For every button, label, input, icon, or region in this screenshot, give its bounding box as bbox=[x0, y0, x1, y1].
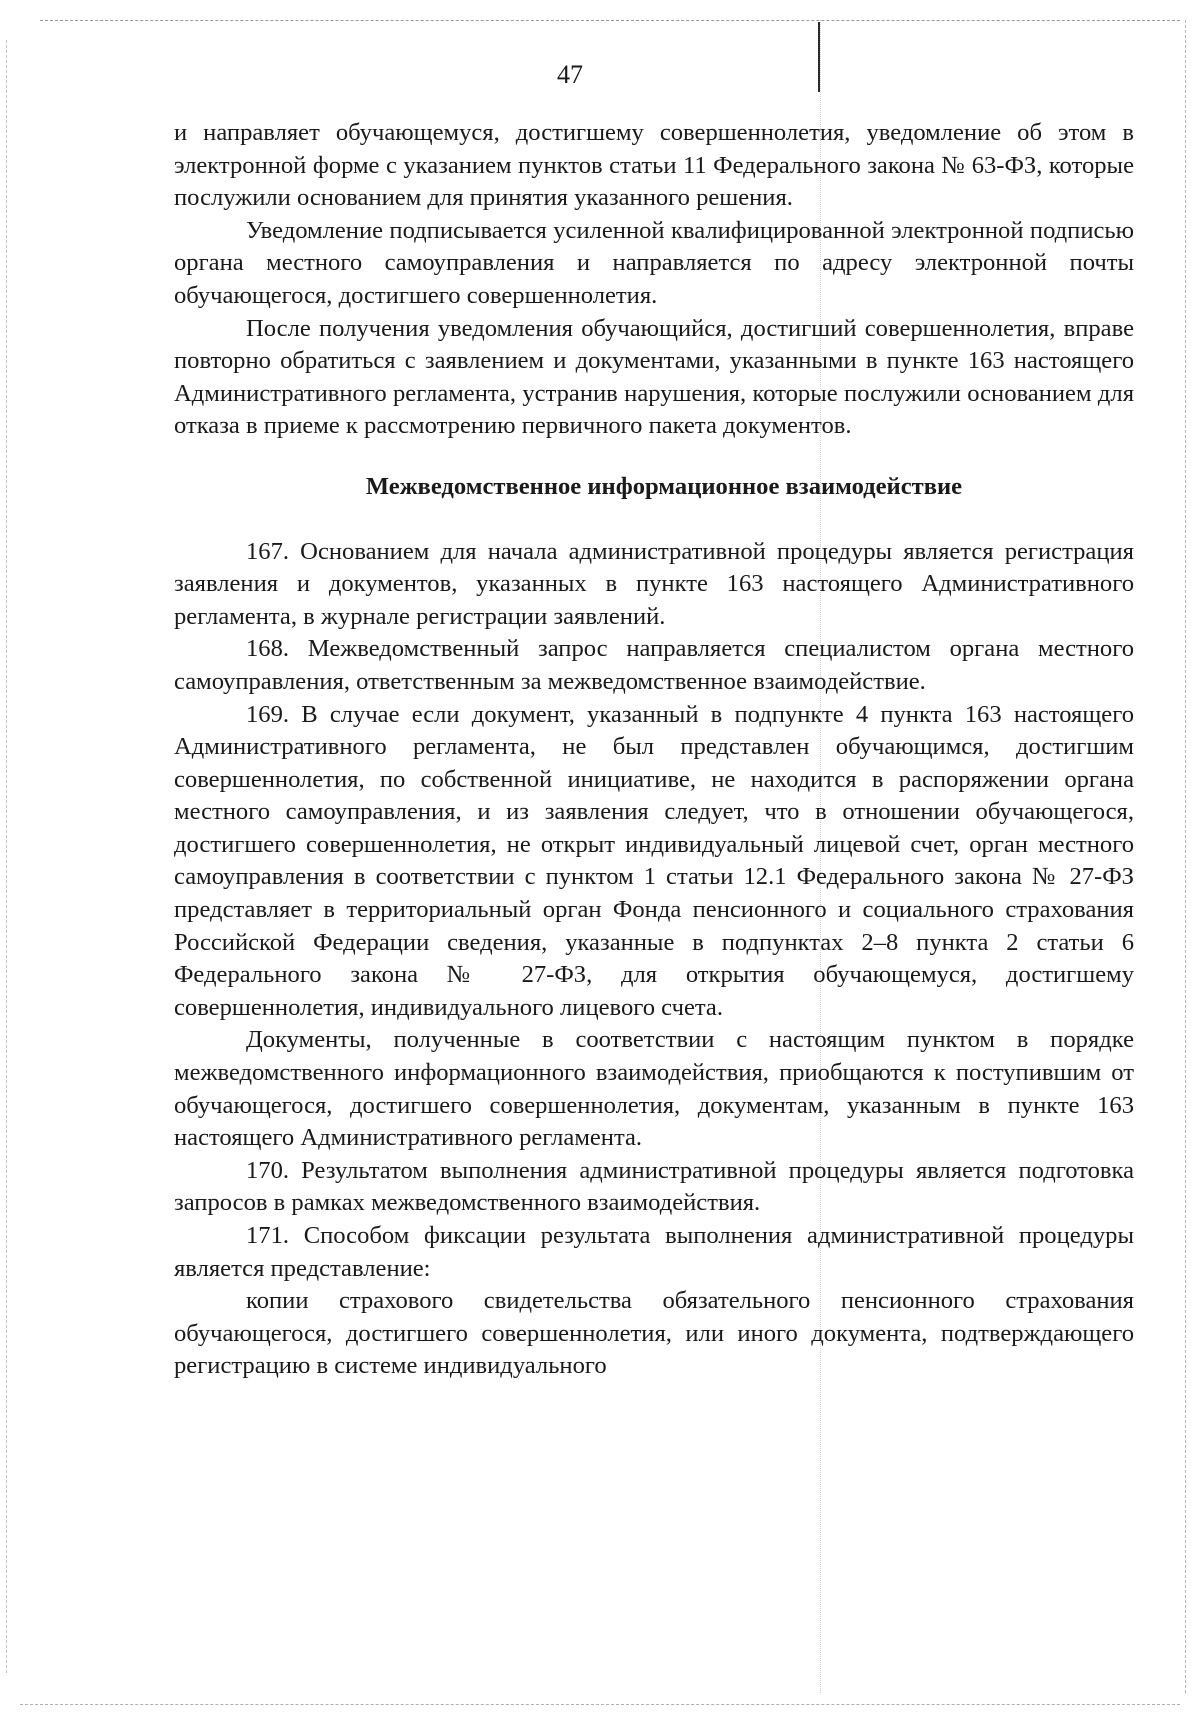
paragraph-170: 170. Результатом выполнения административной процедуры является подготовка запросов в рамках межведомственного взаимодействия. bbox=[174, 1156, 1134, 1217]
document-body bbox=[174, 117, 1134, 1383]
paragraph-notification-signed: Уведомление подписывается усиленной квалифицированной электронной подписью органа местного самоуправления и направляется по адресу электронной почты обучающегося, достигшего совершеннолетия. bbox=[174, 216, 1134, 309]
scan-edge-top bbox=[40, 20, 1180, 21]
paragraph-after-notification: После получения уведомления обучающийся, достигший совершеннолетия, вправе повторно обратиться с заявлением и документами, указанными в пункте 163 настоящего Административного регламента, устранив нарушения, которые послужили основанием для отказа в приеме к рассмотрению первичного пакета документов. bbox=[174, 314, 1134, 440]
scan-edge-bottom bbox=[20, 1704, 1180, 1705]
scan-edge-right bbox=[1185, 20, 1186, 1693]
paragraph-167: 167. Основанием для начала административной процедуры является регистрация заявления и документов, указанных в пункте 163 настоящего Административного регламента, в журнале регистрации заявлений. bbox=[174, 537, 1134, 630]
paragraphs-before-heading bbox=[174, 117, 1134, 443]
paragraph-171-copies: копии страхового свидетельства обязательного пенсионного страхования обучающегося, достигшего совершеннолетия, или иного документа, подтверждающего регистрацию в системе индивидуального bbox=[174, 1287, 1134, 1380]
page-number: 47 bbox=[557, 60, 583, 89]
paragraphs-after-heading bbox=[174, 536, 1134, 1383]
section-heading: Межведомственное информационное взаимодействие bbox=[365, 472, 963, 500]
paragraph-169: 169. В случае если документ, указанный в подпункте 4 пункта 163 настоящего Административного регламента, не был представлен обучающимся, достигшим совершеннолетия, по собственной инициативе, не находится в распоряжении органа местного самоуправления, и из заявления следует, что в отношении обучающегося, достигшего совершеннолетия, не открыт индивидуальный лицевой счет, орган местного самоуправления в соответствии с пунктом 1 статьи 12.1 Федерального закона № 27-ФЗ представляет в территориальный орган Фонда пенсионного и социального страхования Российской Федерации сведения, указанные в подпунктах 2–8 пункта 2 статьи 6 Федерального закона № 27-ФЗ, для открытия обучающемуся, достигшему совершеннолетия, индивидуального лицевого счета. bbox=[174, 700, 1134, 1021]
paragraph-continuation: и направляет обучающемуся, достигшему совершеннолетия, уведомление об этом в электронной форме с указанием пунктов статьи 11 Федерального закона № 63-ФЗ, которые послужили основанием для принятия указанного решения. bbox=[174, 119, 1134, 212]
paragraph-168: 168. Межведомственный запрос направляется специалистом органа местного самоуправления, ответственным за межведомственное взаимодействие. bbox=[174, 635, 1134, 695]
paragraph-169-documents: Документы, полученные в соответствии с настоящим пунктом в порядке межведомственного информационного взаимодействия, приобщаются к поступившим от обучающегося, достигшего совершеннолетия, документам, указанным в пункте 163 настоящего Административного регламента. bbox=[174, 1026, 1134, 1152]
scan-edge-left bbox=[6, 40, 7, 1673]
paragraph-171: 171. Способом фиксации результата выполнения административной процедуры является представление: bbox=[174, 1222, 1134, 1282]
